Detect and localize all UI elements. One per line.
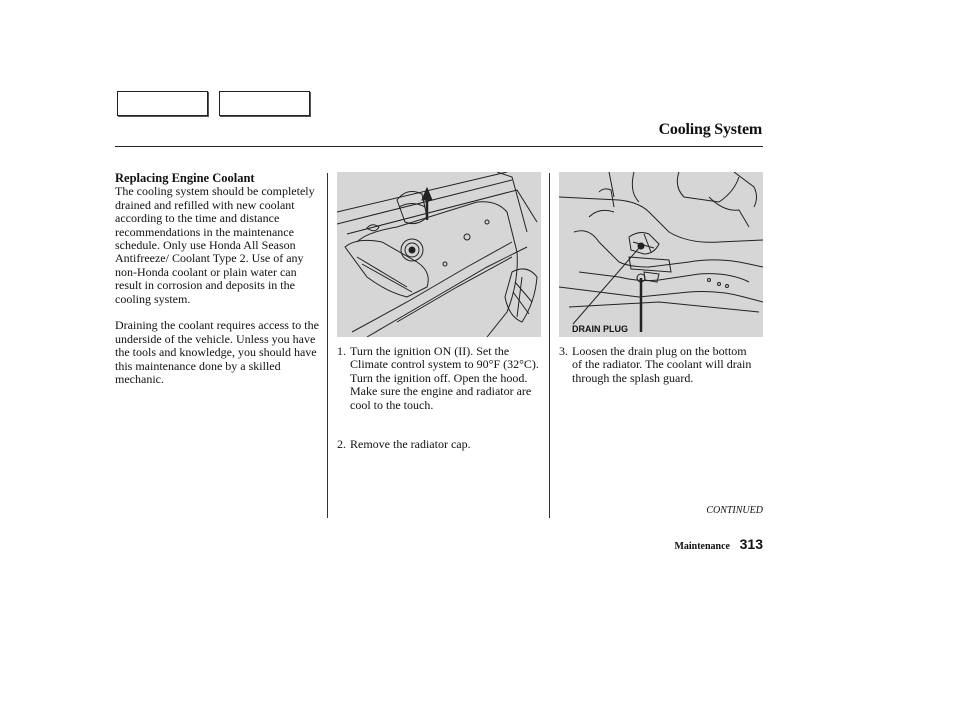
step-number: 1.: [337, 344, 346, 358]
continued-label: CONTINUED: [706, 505, 763, 516]
step-text: Remove the radiator cap.: [350, 437, 471, 451]
step-number: 3.: [559, 344, 568, 358]
step-text: Turn the ignition ON (II). Set the Climate control system to 90°F (32°C). Turn the ignition off. Open the hood. Make sure the engine and radiator are cool to the touch.: [350, 344, 539, 412]
drain-plug-illustration: [559, 172, 763, 337]
column-divider: [327, 173, 328, 518]
footer-section-name: Maintenance: [674, 541, 730, 552]
drain-plug-drawing: [559, 172, 763, 337]
radiator-cap-drawing: [337, 172, 541, 337]
step-text: Loosen the drain plug on the bottom of the radiator. The coolant will drain through the splash guard.: [572, 344, 752, 385]
radiator-cap-illustration: [337, 172, 541, 337]
nav-button-next[interactable]: [219, 91, 310, 116]
drain-plug-label: DRAIN PLUG: [572, 324, 628, 334]
left-column: [115, 172, 320, 400]
page-title: Cooling System: [658, 121, 762, 138]
header-rule: [115, 146, 763, 147]
body-paragraph: The cooling system should be completely drained and refilled with new coolant according to the time and distance recommendations in the maintenance schedule. Only use Honda All Season Antifreeze/ Coolant Type 2. Use of any non-Honda coolant or plain water can result in corrosion and deposits in the cooling system.: [115, 184, 315, 306]
body-paragraph: Draining the coolant requires access to the underside of the vehicle. Unless you have the tools and knowledge, you should have this maintenance done by a skilled mechanic.: [115, 318, 319, 387]
column-divider: [549, 173, 550, 518]
page-number: 313: [739, 536, 763, 552]
section-heading: Replacing Engine Coolant: [115, 171, 255, 185]
nav-button-previous[interactable]: [117, 91, 208, 116]
step-number: 2.: [337, 437, 346, 451]
